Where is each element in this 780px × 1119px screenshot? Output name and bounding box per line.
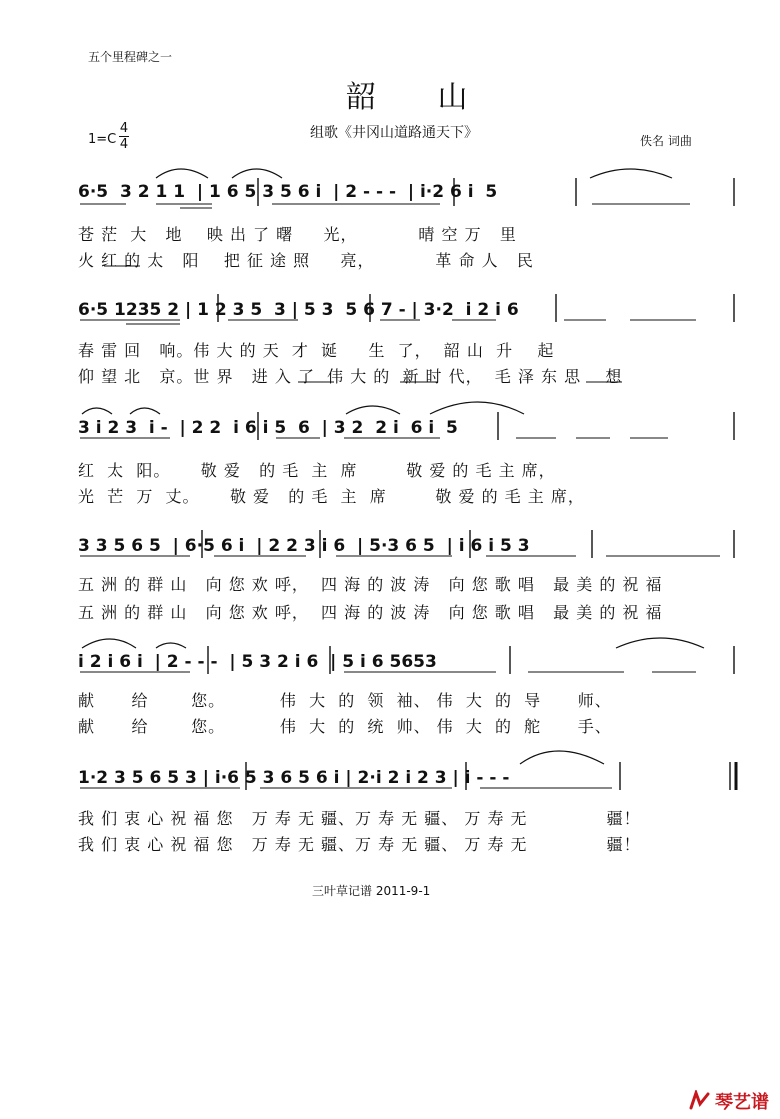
notes-system-2: 6·5 1235 2 | 1 2 3 5 3 | 5 3 5 6 7 - | 3·2 i 2 i 6 [78,300,519,320]
notes-system-3: 3 i 2 3 i - | 2 2 i 6 i 5 6 | 3 2 2 i 6 i 5 [78,418,458,438]
lyric1-system-5: 献 给 您。 伟 大 的 领 袖、 伟 大 的 导 师、 [78,691,612,710]
time-top: 4 [119,121,129,136]
key-signature: 1=C [88,132,117,147]
slur [130,408,160,414]
notes-system-1: 6·5 3 2 1 1 | 1 6 5 3 5 6 i | 2 - - - | i·2 6 i 5 [78,182,498,202]
lyric2-system-4: 五 洲 的 群 山 向 您 欢 呼， 四 海 的 波 涛 向 您 歌 唱 最 美 的 祝 福 [78,603,663,622]
lyric1-system-4: 五 洲 的 群 山 向 您 欢 呼， 四 海 的 波 涛 向 您 歌 唱 最 美 的 祝 福 [78,575,663,594]
slur [590,169,672,178]
notes-system-4: 3 3 5 6 5 | 6·5 6 i | 2 2 3 i 6 | 5·3 6 5 | i 6 i 5 3 [78,536,530,556]
slur [520,751,604,764]
slur [82,639,136,648]
watermark-text: 琴艺谱 [715,1092,769,1113]
lyric2-system-5: 献 给 您。 伟 大 的 统 帅、 伟 大 的 舵 手、 [78,717,612,736]
subtitle: 组歌《井冈山道路通天下》 [310,125,478,141]
qin-logo-icon [688,1090,712,1112]
series-label: 五个里程碑之一 [88,50,173,64]
recorder-note: 三叶草记谱 2011-9-1 [312,884,431,898]
slur [82,408,112,414]
lyric1-system-6: 我 们 衷 心 祝 福 您 万 寿 无 疆、万 寿 无 疆、 万 寿 无 疆！ [78,809,641,828]
notes-system-5: i 2 i 6 i | 2 - - - | 5 3 2 i 6 | 5 i 6 5653 [78,652,437,672]
slur [156,643,186,648]
slur [156,169,208,178]
slur [232,169,282,178]
lyric1-system-1: 苍 茫 大 地 映 出 了 曙 光， 晴 空 万 里 [78,225,517,244]
notes-system-6: 1·2 3 5 6 5 3 | i·6 5 3 6 5 6 i | 2·i 2 i 2 3 | i - - - [78,768,510,788]
time-bottom: 4 [119,137,129,152]
lyric2-system-1: 火 红 的 太 阳 把 征 途 照 亮， 革 命 人 民 [78,251,534,270]
slur [430,402,524,414]
watermark-logo [688,1088,769,1114]
lyric1-system-3: 红 太 阳。 敬 爱 的 毛 主 席 敬 爱 的 毛 主 席， [78,461,556,480]
page-title: 韶 山 [346,80,494,115]
lyric2-system-2: 仰 望 北 京。世 界 进 入 了 伟 大 的 新 时 代， 毛 泽 东 思 想 [78,367,623,386]
slur [616,638,704,648]
lyric2-system-6: 我 们 衷 心 祝 福 您 万 寿 无 疆、万 寿 无 疆、 万 寿 无 疆！ [78,835,641,854]
credit: 佚名 词曲 [640,134,692,148]
lyric2-system-3: 光 芒 万 丈。 敬 爱 的 毛 主 席 敬 爱 的 毛 主 席， [78,487,585,506]
lyric1-system-2: 春 雷 回 响。伟 大 的 天 才 诞 生 了， 韶 山 升 起 [78,341,555,360]
slur [346,406,400,414]
